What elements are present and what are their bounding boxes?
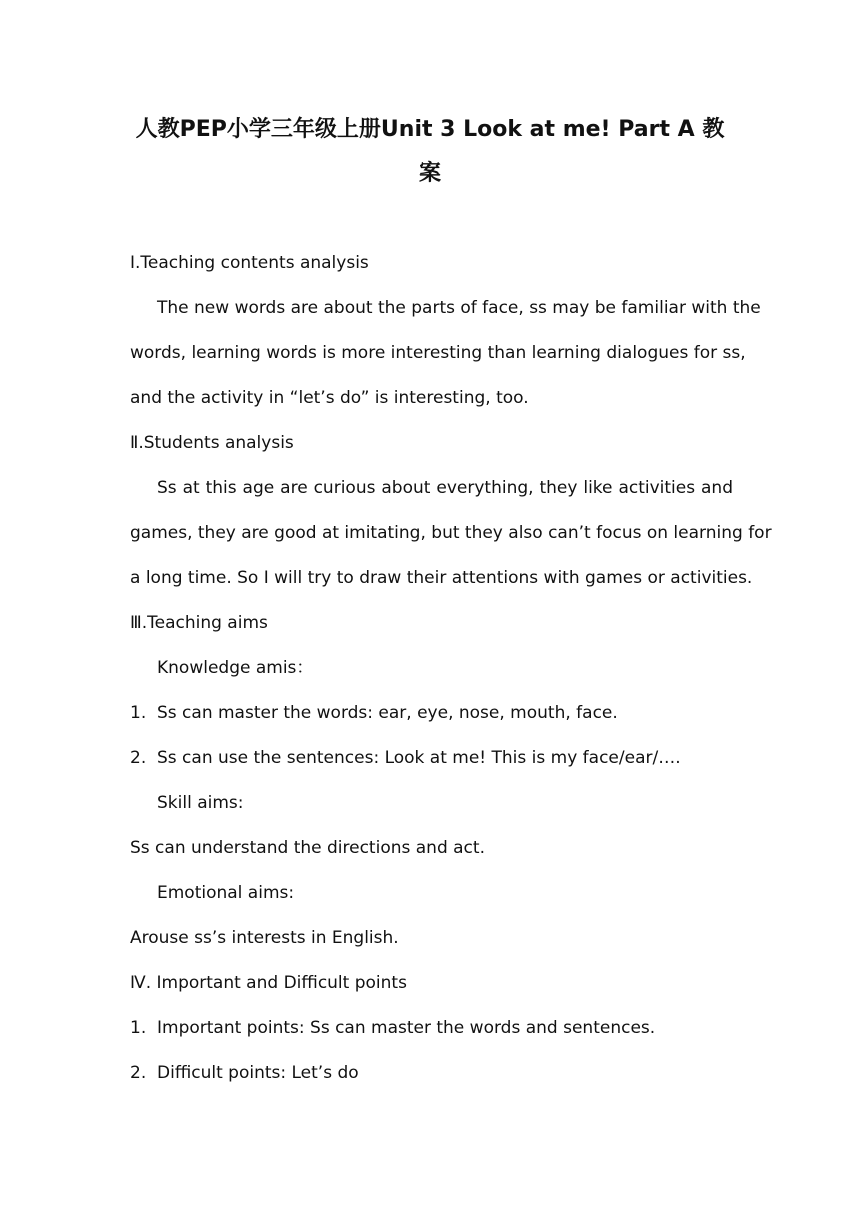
list-item-number: 1.	[130, 703, 147, 723]
list-item-number: 2.	[130, 1063, 147, 1083]
title-line-2: 案	[418, 161, 441, 186]
paragraph-line: a long time. So I will try to draw their attentions with games or activities.	[130, 568, 753, 588]
section-heading-important-difficult: Ⅳ. Important and Difficult points	[130, 973, 407, 993]
paragraph-line: Ss at this age are curious about everything, they like activities and	[157, 478, 733, 498]
paragraph-line: games, they are good at imitating, but they also can’t focus on learning for	[130, 523, 772, 543]
skill-aims-text: Ss can understand the directions and act.	[130, 838, 485, 858]
paragraph-line: The new words are about the parts of face, ss may be familiar with the	[157, 298, 761, 318]
document-title	[110, 108, 750, 196]
list-item	[130, 1016, 655, 1040]
list-item	[130, 746, 681, 770]
list-item-number: 2.	[130, 748, 147, 768]
title-line-1: 人教PEP小学三年级上册Unit 3 Look at me! Part A 教	[135, 117, 725, 142]
skill-aims-label: Skill aims:	[157, 793, 244, 813]
section-heading-teaching-contents: Ⅰ.Teaching contents analysis	[130, 253, 369, 273]
emotional-aims-text: Arouse ss’s interests in English.	[130, 928, 399, 948]
knowledge-aims-label: Knowledge amis：	[157, 658, 314, 678]
section-heading-teaching-aims: Ⅲ.Teaching aims	[130, 613, 268, 633]
list-item-number: 1.	[130, 1018, 147, 1038]
paragraph-line: words, learning words is more interesting than learning dialogues for ss,	[130, 343, 746, 363]
list-item-text: Difficult points: Let’s do	[157, 1063, 359, 1083]
list-item-text: Ss can use the sentences: Look at me! This is my face/ear/….	[157, 748, 681, 768]
list-item	[130, 701, 618, 725]
paragraph-line: and the activity in “let’s do” is interesting, too.	[130, 388, 529, 408]
list-item	[130, 1061, 359, 1085]
section-heading-students-analysis: Ⅱ.Students analysis	[130, 433, 294, 453]
list-item-text: Ss can master the words: ear, eye, nose, mouth, face.	[157, 703, 618, 723]
list-item-text: Important points: Ss can master the words and sentences.	[157, 1018, 656, 1038]
emotional-aims-label: Emotional aims:	[157, 883, 295, 903]
